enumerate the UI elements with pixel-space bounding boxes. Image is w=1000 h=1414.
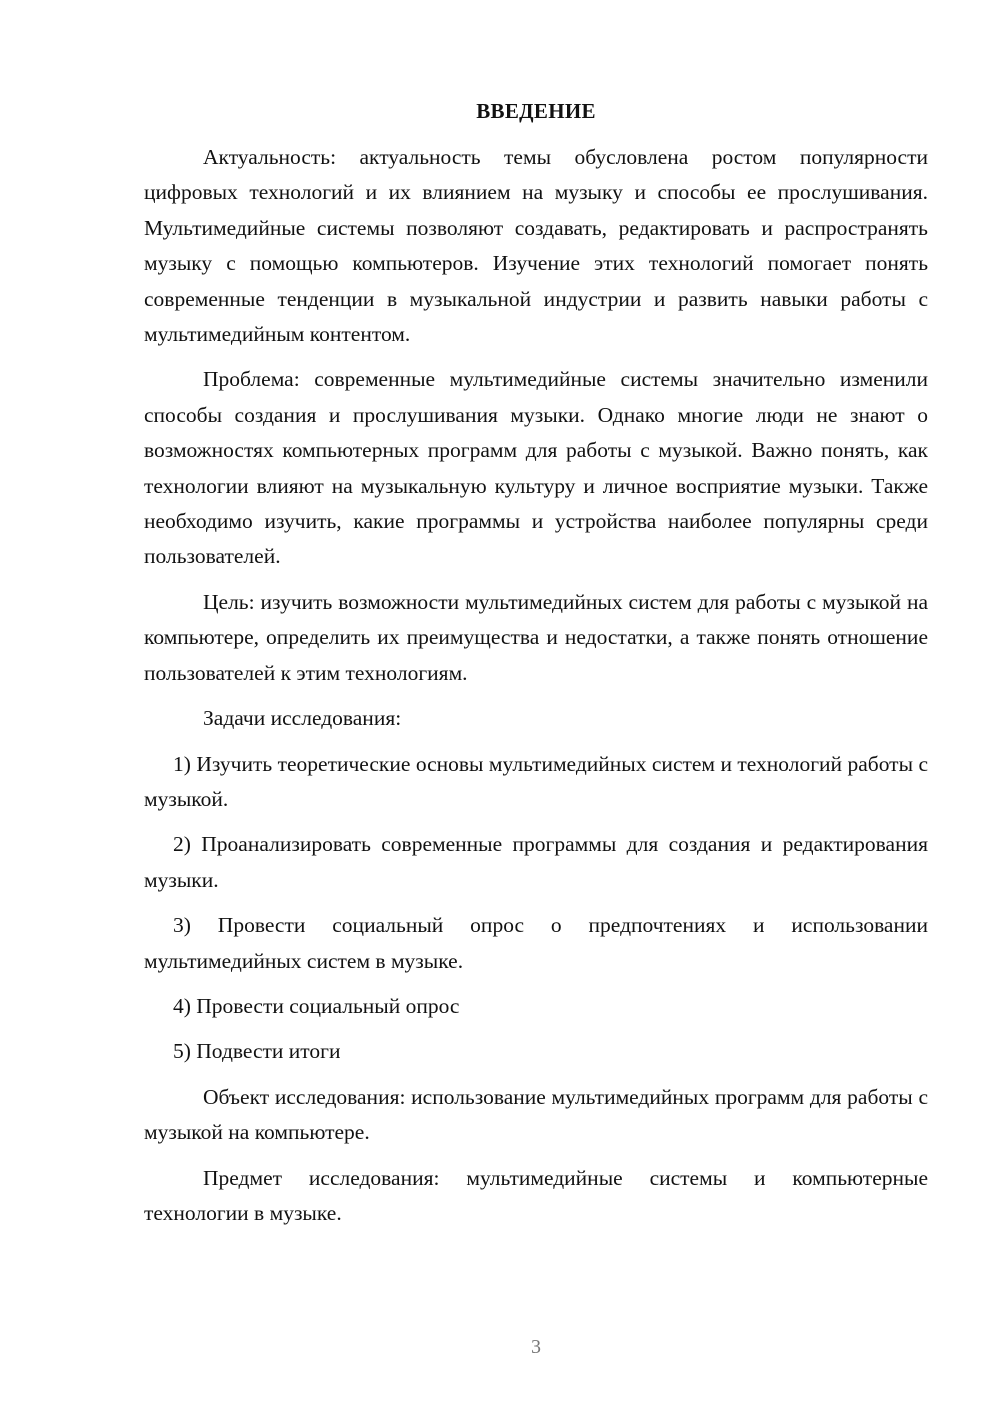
page-title: ВВЕДЕНИЕ bbox=[476, 99, 596, 123]
task-item-5: 5) Подвести итоги bbox=[173, 1039, 341, 1064]
task-item-1: 1) Изучить теоретические основы мультимедийных систем и технологий работы с музыкой. bbox=[144, 751, 928, 811]
object-paragraph: Объект исследования: использование мультимедийных программ для работы с музыкой на компьютере. bbox=[144, 1084, 928, 1145]
page-number: 3 bbox=[531, 1336, 541, 1358]
subject-paragraph: Предмет исследования: мультимедийные системы и компьютерные технологии в музыке. bbox=[144, 1165, 928, 1225]
task-item-2: 2) Проанализировать современные программы для создания и редактирования музыки. bbox=[144, 832, 928, 892]
document-body bbox=[144, 140, 928, 1241]
problem-paragraph: Проблема: современные мультимедийные системы значительно изменили способы создания и прослушивания музыки. Однако многие люди не знают о возможностях компьютерных программ для работы с музыкой. Важно понять, как технологии влияют на музыкальную культуру и личное восприятие музыки. Также необходимо изучить, какие программы и устройства наиболее популярны среди пользователей. bbox=[144, 367, 928, 569]
task-item-3: 3) Провести социальный опрос о предпочтениях и использовании мультимедийных систем в музыке. bbox=[144, 913, 928, 973]
relevance-paragraph: Актуальность: актуальность темы обусловлена ростом популярности цифровых технологий и их влиянием на музыку и способы ее прослушивания. Мультимедийные системы позволяют создавать, редактировать и распространять музыку с помощью компьютеров. Изучение этих технологий помогает понять современные тенденции в музыкальной индустрии и развить навыки работы с мультимедийным контентом. bbox=[144, 145, 928, 347]
tasks-heading: Задачи исследования: bbox=[203, 706, 402, 731]
goal-paragraph: Цель: изучить возможности мультимедийных систем для работы с музыкой на компьютере, определить их преимущества и недостатки, а также понять отношение пользователей к этим технологиям. bbox=[144, 589, 928, 685]
task-item-4: 4) Провести социальный опрос bbox=[173, 993, 460, 1018]
